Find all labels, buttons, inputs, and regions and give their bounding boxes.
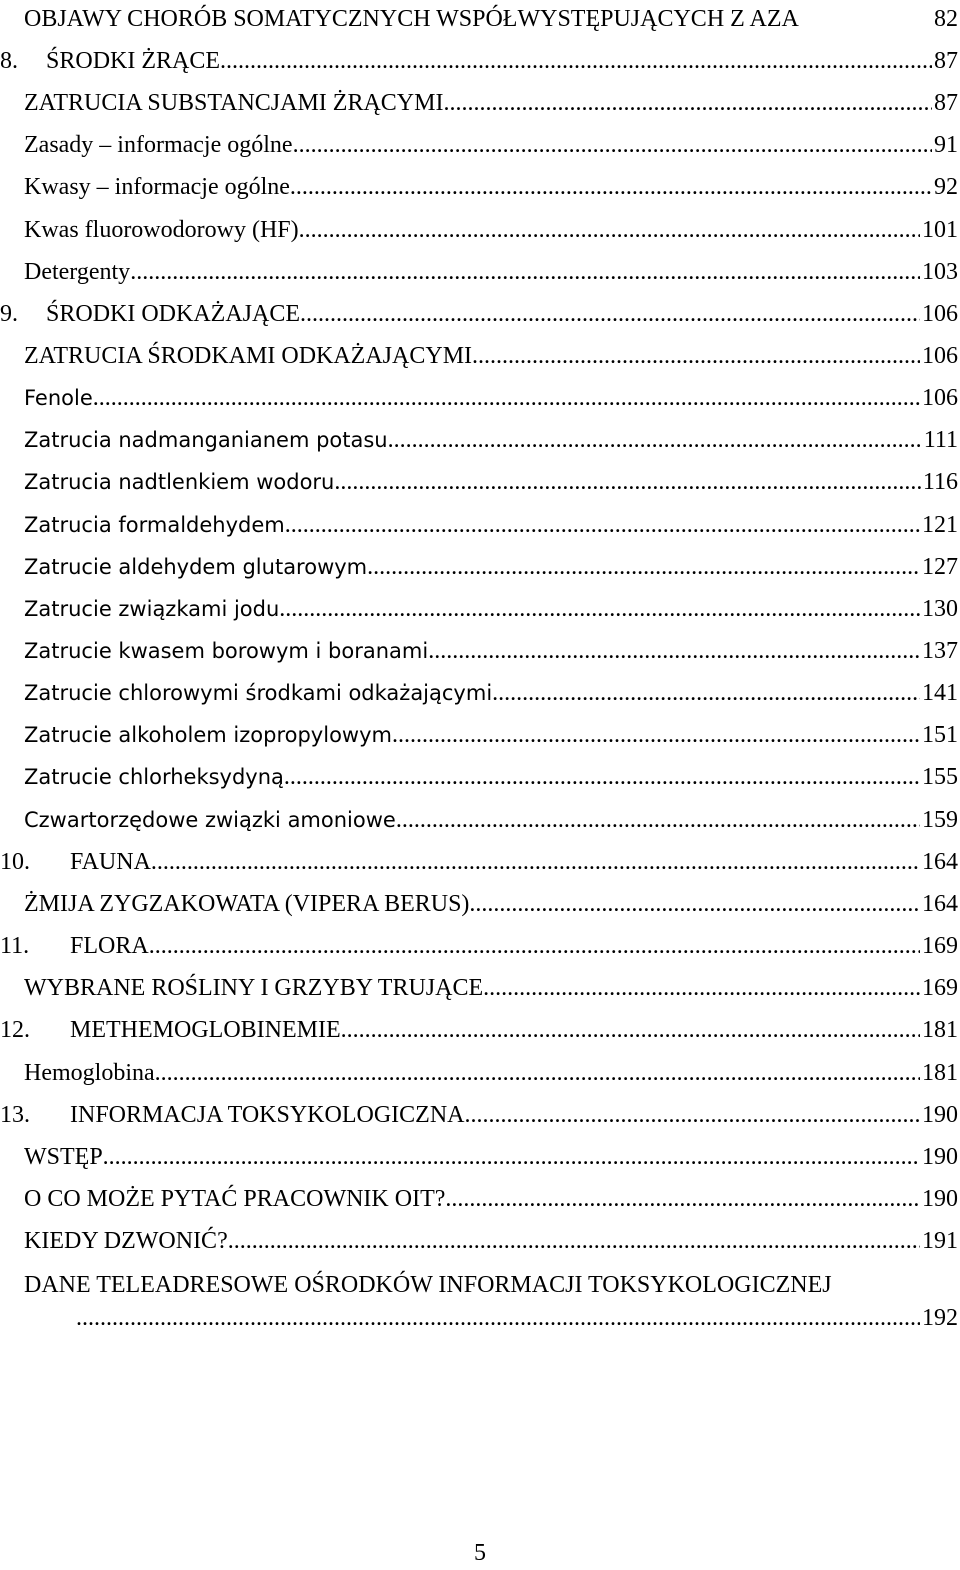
toc-entry[interactable] [0, 255, 958, 289]
toc-dot-leader [388, 423, 922, 457]
toc-dot-leader [443, 86, 932, 120]
toc-dot-leader [290, 170, 932, 204]
toc-dot-leader [367, 550, 920, 584]
toc-entry-page: 127 [922, 554, 958, 580]
toc-entry[interactable] [0, 128, 958, 162]
toc-dot-leader [103, 1140, 920, 1174]
toc-entry-title: KIEDY DZWONIĆ? [24, 1228, 228, 1254]
toc-entry[interactable] [0, 86, 958, 120]
toc-entry[interactable] [0, 1056, 958, 1090]
toc-entry-page: 137 [922, 638, 958, 664]
toc-chapter-entry[interactable] [0, 1013, 958, 1047]
toc-entry-page: 164 [922, 891, 958, 917]
toc-entry-title: FLORA [70, 933, 149, 959]
toc-entry-title: Zatrucie chlorheksydyną [24, 765, 284, 789]
toc-entry-title: ŻMIJA ZYGZAKOWATA (VIPERA BERUS) [24, 891, 470, 917]
toc-entry[interactable] [0, 170, 958, 204]
toc-entry[interactable] [0, 423, 958, 457]
toc-entry-page: 106 [922, 385, 958, 411]
toc-entry[interactable] [0, 634, 958, 668]
toc-entry-page: 190 [922, 1102, 958, 1128]
toc-dot-leader [151, 845, 920, 879]
toc-entry-page: 191 [922, 1228, 958, 1254]
toc-entry-page: 192 [922, 1305, 958, 1331]
toc-entry[interactable] [0, 803, 958, 837]
toc-entry-title: Zatrucie kwasem borowym i boranami [24, 639, 429, 663]
toc-entry-title: Zatrucie aldehydem glutarowym [24, 555, 368, 579]
toc-dot-leader [228, 1224, 920, 1258]
toc-entry-page: 116 [922, 469, 958, 495]
toc-entry-title: Zatrucia nadtlenkiem wodoru [24, 470, 335, 494]
toc-entry[interactable] [24, 2, 958, 36]
toc-dot-leader [465, 1098, 921, 1132]
toc-dot-leader [76, 1301, 920, 1335]
toc-entry-page: 155 [922, 764, 958, 790]
toc-entry-title: O CO MOŻE PYTAĆ PRACOWNIK OIT? [24, 1186, 446, 1212]
toc-chapter-entry[interactable] [0, 1098, 958, 1132]
toc-entry-page: 164 [922, 849, 958, 875]
toc-entry-title: Czwartorzędowe związki amoniowe [24, 808, 396, 832]
toc-dot-leader [392, 718, 920, 752]
toc-dot-leader [285, 508, 920, 542]
toc-entry-continuation[interactable] [76, 1301, 958, 1335]
toc-dot-leader [293, 128, 932, 162]
toc-entry[interactable] [0, 887, 958, 921]
toc-entry[interactable] [0, 1224, 958, 1258]
toc-entry-page: 106 [922, 343, 958, 369]
toc-dot-leader [93, 381, 920, 415]
toc-dot-leader [300, 297, 920, 331]
toc-entry-title: Detergenty [24, 259, 131, 285]
toc-dot-leader [472, 339, 920, 373]
toc-entry-page: 101 [922, 217, 958, 243]
toc-dot-leader [396, 803, 920, 837]
toc-entry-title: WSTĘP [24, 1144, 103, 1170]
toc-dot-leader [149, 929, 920, 963]
page-number: 5 [474, 1540, 486, 1566]
toc-entry-page: 130 [922, 596, 958, 622]
toc-dot-leader [341, 1013, 920, 1047]
toc-entry-title: ŚRODKI ŻRĄCE [46, 48, 221, 74]
toc-entry-title: Kwas fluorowodorowy (HF) [24, 217, 299, 243]
toc-entry-number: 9. [0, 301, 18, 327]
toc-entry-title: WYBRANE ROŚLINY I GRZYBY TRUJĄCE [24, 975, 484, 1001]
toc-entry-title: Zatrucia formaldehydem [24, 513, 285, 537]
toc-entry[interactable] [0, 508, 958, 542]
toc-entry-title: OBJAWY CHORÓB SOMATYCZNYCH WSPÓŁWYSTĘPUJĄCYCH Z AZA [24, 6, 799, 32]
toc-entry-page: 169 [922, 975, 958, 1001]
toc-entry-title: Fenole [24, 386, 93, 410]
toc-entry-number: 10. [0, 849, 30, 875]
toc-entry-page: 82 [934, 6, 958, 32]
toc-entry-page: 141 [922, 680, 958, 706]
toc-dot-leader [130, 255, 920, 289]
toc-entry-title: METHEMOGLOBINEMIE [70, 1017, 341, 1043]
toc-entry-title: Kwasy – informacje ogólne [24, 174, 290, 200]
toc-entry-page: 190 [922, 1144, 958, 1170]
toc-entry-page: 181 [922, 1060, 958, 1086]
toc-entry[interactable] [0, 213, 958, 247]
toc-entry-number: 8. [0, 48, 18, 74]
toc-dot-leader [284, 760, 920, 794]
toc-entry-title[interactable]: DANE TELEADRESOWE OŚRODKÓW INFORMACJI TOKSYKOLOGICZNEJ [24, 1272, 832, 1298]
toc-dot-leader [492, 676, 920, 710]
toc-entry-title: Zatrucie alkoholem izopropylowym [24, 723, 392, 747]
toc-entry-page: 169 [922, 933, 958, 959]
toc-entry[interactable] [0, 760, 958, 794]
toc-entry-page: 106 [922, 301, 958, 327]
toc-entry-page: 91 [934, 132, 958, 158]
toc-entry-title: Zatrucia nadmanganianem potasu [24, 428, 388, 452]
toc-entry[interactable] [0, 381, 958, 415]
toc-entry[interactable] [0, 676, 958, 710]
toc-entry-page: 190 [922, 1186, 958, 1212]
toc-dot-leader [428, 634, 920, 668]
toc-dot-leader [279, 592, 920, 626]
toc-chapter-entry[interactable] [0, 297, 958, 331]
toc-entry-title: Zasady – informacje ogólne [24, 132, 293, 158]
toc-entry-title: INFORMACJA TOKSYKOLOGICZNA [70, 1102, 465, 1128]
toc-entry[interactable] [0, 550, 958, 584]
toc-entry[interactable] [0, 339, 958, 373]
toc-entry[interactable] [0, 971, 958, 1005]
toc-entry-title: Zatrucie związkami jodu [24, 597, 280, 621]
toc-entry-title: ZATRUCIA ŚRODKAMI ODKAŻAJĄCYMI [24, 343, 473, 369]
toc-dot-leader [469, 887, 920, 921]
toc-dot-leader [155, 1056, 920, 1090]
toc-entry-title: FAUNA [70, 849, 151, 875]
toc-entry-page: 103 [922, 259, 958, 285]
toc-entry-number: 12. [0, 1017, 30, 1043]
toc-entry-title: Zatrucie chlorowymi środkami odkażającymi [24, 681, 493, 705]
toc-entry-page: 181 [922, 1017, 958, 1043]
toc-entry-number: 13. [0, 1102, 30, 1128]
toc-entry[interactable] [0, 1182, 958, 1216]
toc-entry-title: Hemoglobina [24, 1060, 155, 1086]
toc-dot-leader [334, 465, 921, 499]
toc-entry-title: ZATRUCIA SUBSTANCJAMI ŻRĄCYMI [24, 90, 444, 116]
toc-entry[interactable] [0, 1140, 958, 1174]
toc-entry-page: 121 [922, 512, 958, 538]
toc-entry-page: 159 [922, 807, 958, 833]
toc-chapter-entry[interactable] [0, 929, 958, 963]
toc-dot-leader [483, 971, 920, 1005]
toc-dot-leader [299, 213, 920, 247]
toc-dot-leader [220, 44, 932, 78]
toc-chapter-entry[interactable] [0, 44, 958, 78]
toc-entry-page: 87 [934, 48, 958, 74]
toc-entry[interactable] [0, 592, 958, 626]
toc-entry-page: 151 [922, 722, 958, 748]
toc-chapter-entry[interactable] [0, 845, 958, 879]
toc-entry-page: 87 [934, 90, 958, 116]
toc-dot-leader [445, 1182, 920, 1216]
toc-entry-title: ŚRODKI ODKAŻAJĄCE [46, 301, 301, 327]
toc-entry-number: 11. [0, 933, 30, 959]
toc-entry[interactable] [0, 718, 958, 752]
toc-entry-page: 111 [923, 427, 958, 453]
toc-entry[interactable] [0, 465, 958, 499]
toc-entry-page: 92 [934, 174, 958, 200]
